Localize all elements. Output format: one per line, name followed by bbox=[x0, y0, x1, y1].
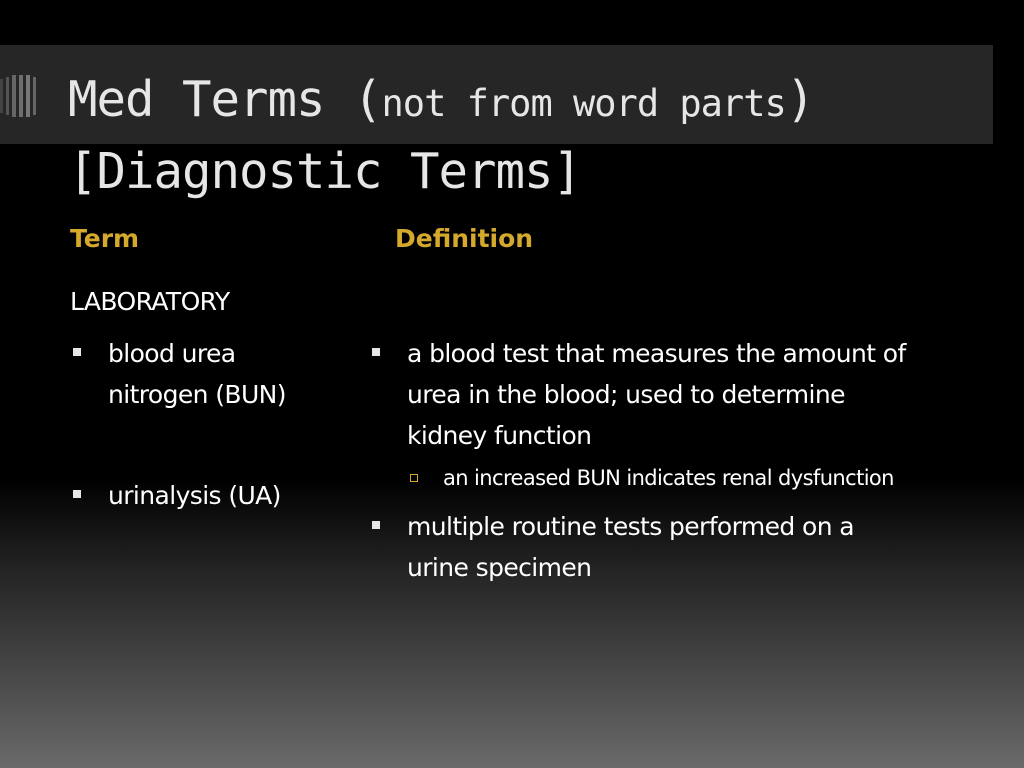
definition-line: a blood test that measures the amount of bbox=[407, 339, 906, 368]
definition-subpoint: an increased BUN indicates renal dysfunction bbox=[443, 466, 894, 490]
bullet-icon bbox=[73, 348, 81, 356]
term-item bbox=[108, 475, 281, 516]
definition-line: multiple routine tests performed on a bbox=[407, 512, 855, 541]
decorative-stripes bbox=[0, 75, 40, 117]
definition-column-header: Definition bbox=[395, 224, 534, 253]
definition-line: urea in the blood; used to determine bbox=[407, 380, 845, 409]
definition-line: kidney function bbox=[407, 421, 592, 450]
slide-title bbox=[68, 66, 814, 206]
bullet-icon bbox=[372, 348, 380, 356]
definition-item bbox=[407, 506, 854, 588]
term-line: urinalysis (UA) bbox=[108, 481, 281, 510]
term-column-header: Term bbox=[70, 224, 140, 253]
title-close-paren: ) bbox=[785, 71, 815, 128]
section-label: LABORATORY bbox=[70, 287, 230, 316]
term-item bbox=[108, 333, 286, 415]
title-line-2: [Diagnostic Terms] bbox=[68, 143, 582, 200]
bullet-icon bbox=[73, 490, 81, 498]
bullet-icon bbox=[372, 521, 380, 529]
definition-line: urine specimen bbox=[407, 553, 592, 582]
title-subtext: not from word parts bbox=[381, 82, 786, 125]
sub-bullet-icon bbox=[410, 474, 418, 482]
term-line: nitrogen (BUN) bbox=[108, 380, 286, 409]
definition-item bbox=[407, 333, 906, 456]
term-line: blood urea bbox=[108, 339, 236, 368]
title-main: Med Terms ( bbox=[68, 71, 382, 128]
